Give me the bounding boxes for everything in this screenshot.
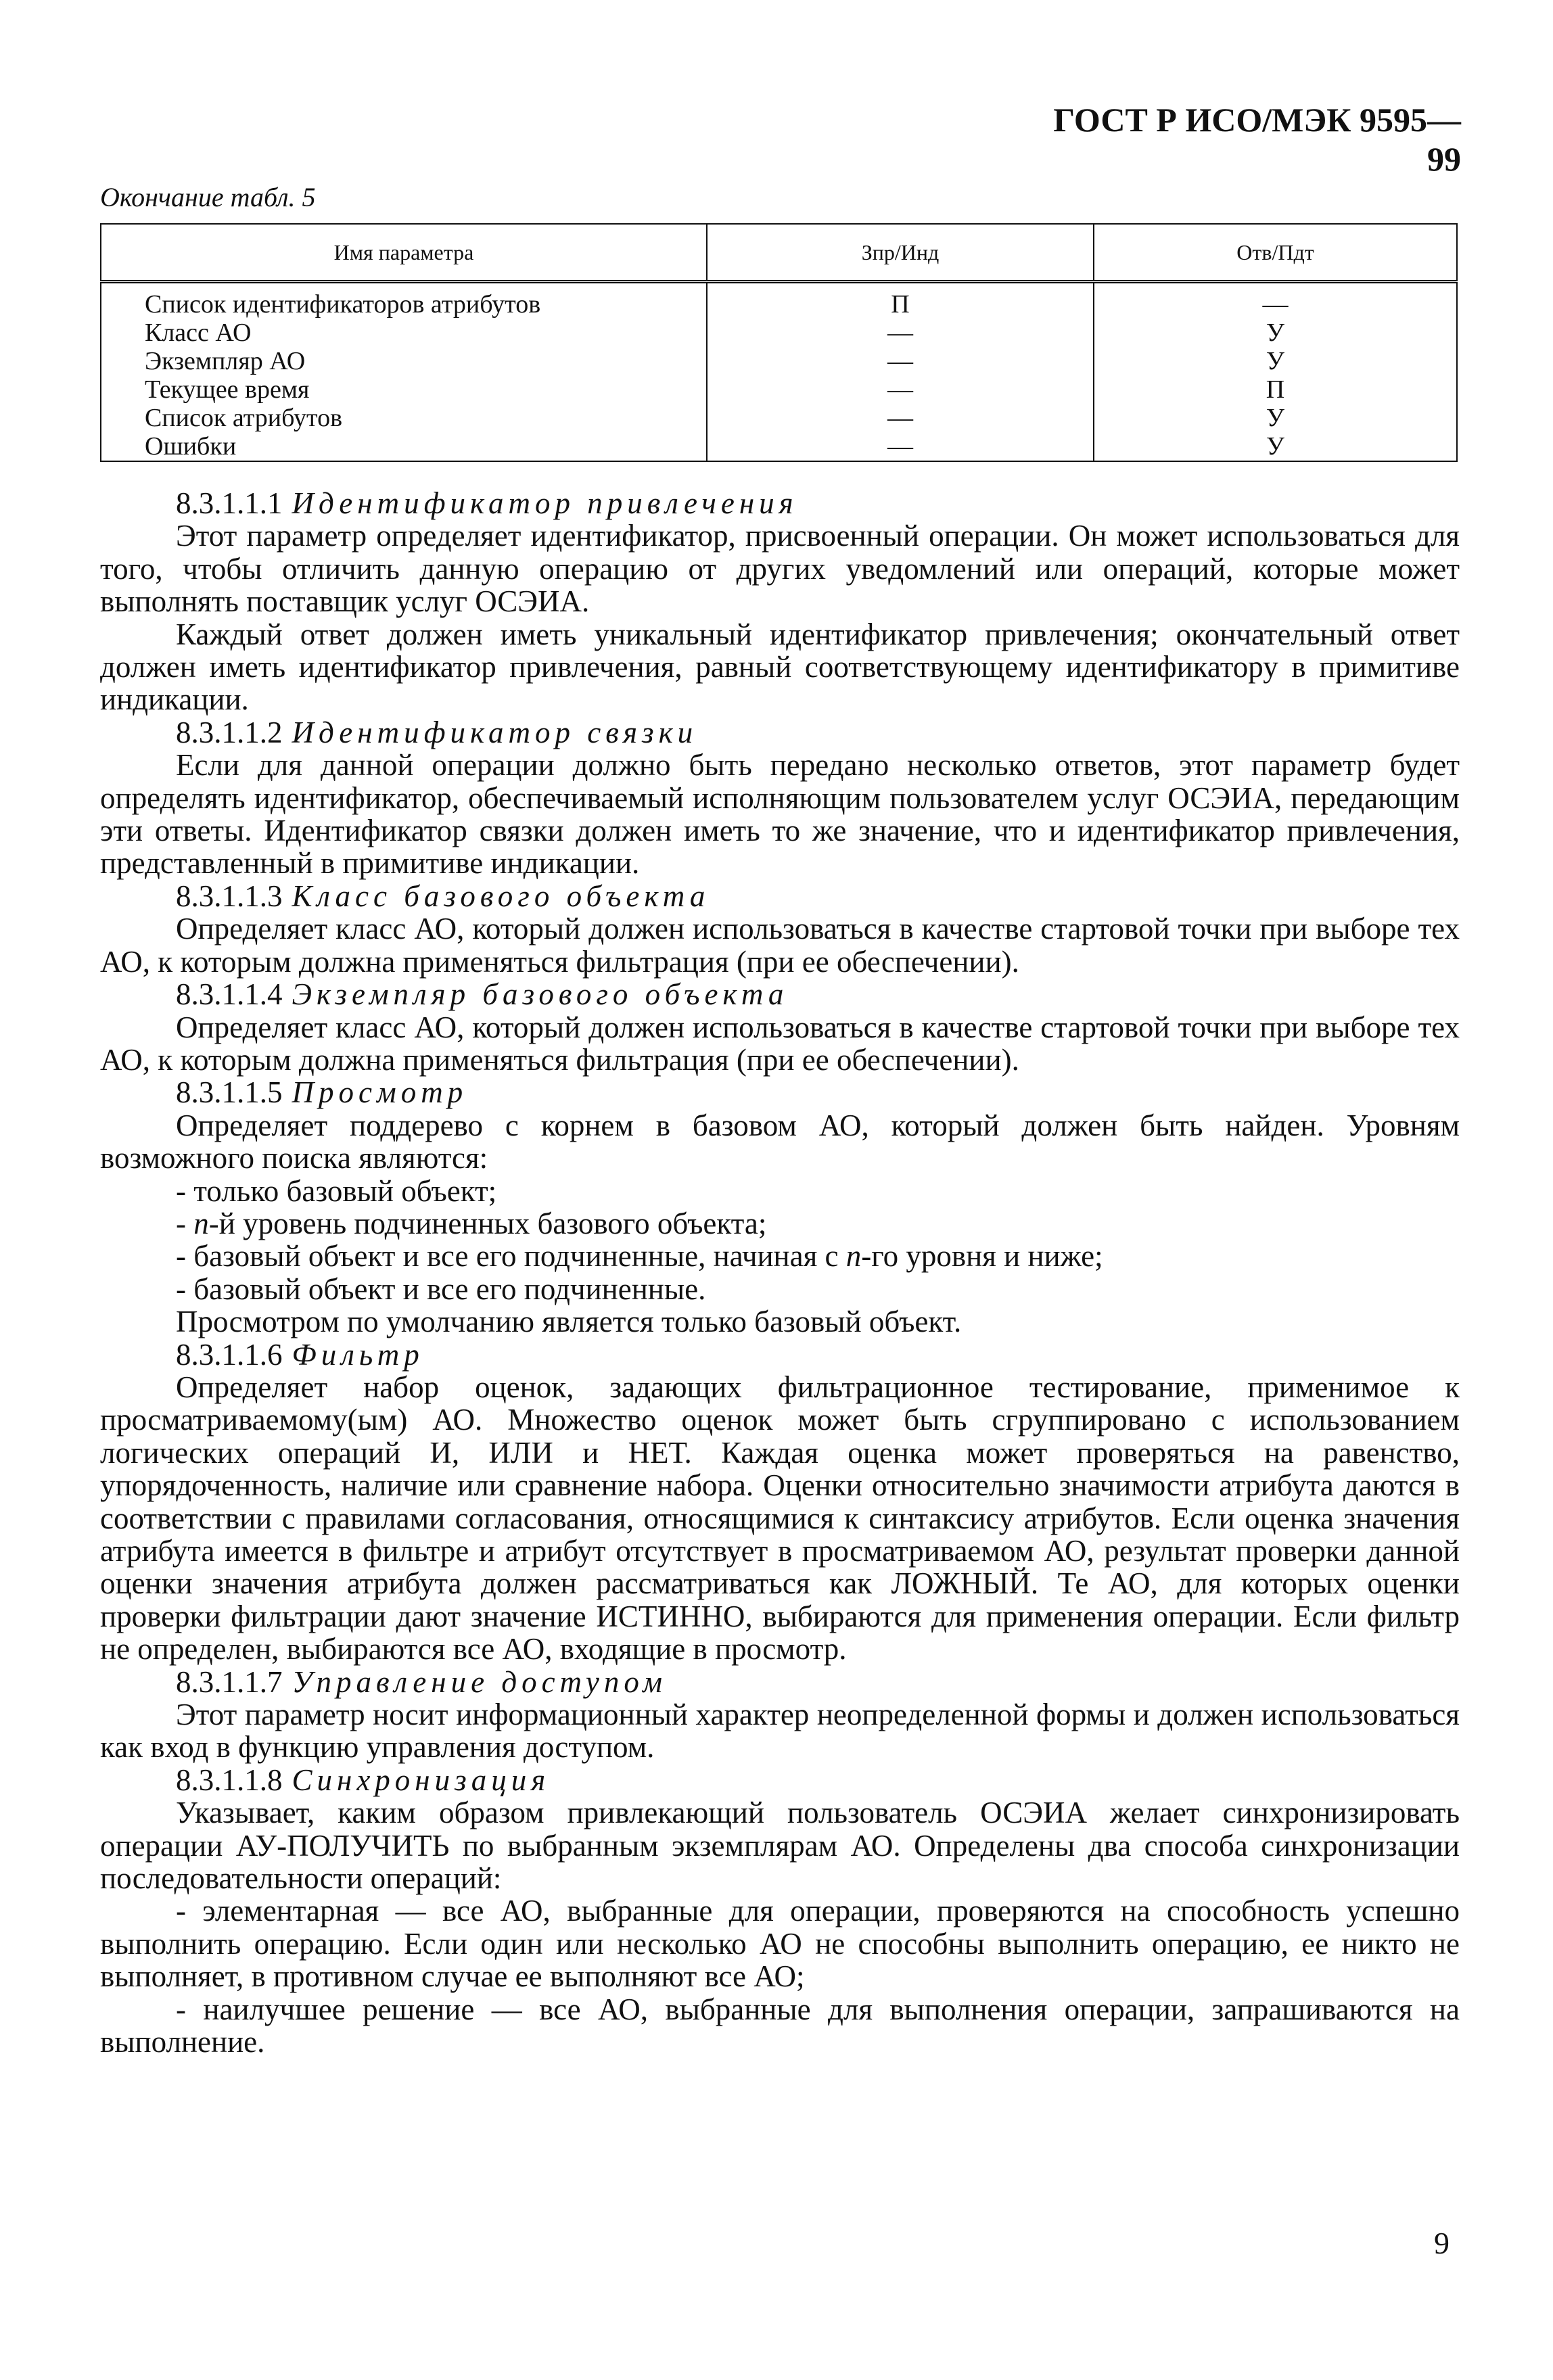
section-heading: [100, 1076, 1460, 1109]
table-cell: Список атрибутов: [101, 404, 707, 432]
document-body: [100, 487, 1460, 2059]
paragraph: Этот параметр носит информационный характер неопределенной формы и должен использоваться как вход в функцию управления доступом.: [100, 1698, 1460, 1765]
section-number: 8.3.1.1.1: [176, 486, 283, 520]
paragraph: Указывает, каким образом привлекающий пользователь ОСЭИА желает синхронизировать операции АУ-ПОЛУЧИТЬ по выбранным экземплярам АО. Определены два способа синхронизации последовательности операций:: [100, 1796, 1460, 1896]
table-cell: Текущее время: [101, 375, 707, 404]
section-heading: [100, 716, 1460, 749]
paragraph: Этот параметр определяет идентификатор, присвоенный операции. Он может использоваться для того, чтобы отличить данную операцию от других уведомлений или операций, которые может выполнять поставщик услуг ОСЭИА.: [100, 519, 1460, 619]
column-header-parameter-name: Имя параметра: [101, 224, 707, 282]
table-cell: —: [707, 375, 1094, 404]
list-item: - элементарная — все АО, выбранные для операции, проверяются на способность успешно выполнить операцию. Если один или несколько АО не способны выполнить операцию, ее никто не выполняет, в противном случае ее выполняют все АО;: [100, 1894, 1460, 1994]
table-row: [101, 347, 1457, 375]
table-cell: Список идентификаторов атрибутов: [101, 282, 707, 319]
column-header-response-confirm: Отв/Пдт: [1094, 224, 1457, 282]
table-cell: У: [1094, 432, 1457, 461]
paragraph: Просмотром по умолчанию является только базовый объект.: [176, 1305, 962, 1339]
section-number: 8.3.1.1.7: [176, 1664, 283, 1699]
table-row: [101, 432, 1457, 461]
table-row: [101, 319, 1457, 347]
section-number: 8.3.1.1.4: [176, 977, 283, 1012]
list-item: - только базовый объект;: [176, 1173, 497, 1208]
section-title: Синхронизация: [292, 1763, 551, 1797]
section-title: Идентификатор связки: [292, 715, 698, 749]
list-item: [100, 1207, 1460, 1240]
paragraph: Определяет поддерево с корнем в базовом АО, который должен быть найден. Уровням возможного поиска являются:: [100, 1108, 1460, 1175]
table-cell: У: [1094, 404, 1457, 432]
table-cell: Экземпляр АО: [101, 347, 707, 375]
table-row: [101, 375, 1457, 404]
list-item-text: -го уровня и ниже;: [861, 1239, 1103, 1274]
table-cell: —: [707, 404, 1094, 432]
table-cell: —: [707, 347, 1094, 375]
section-heading: [100, 1764, 1460, 1796]
section-number: 8.3.1.1.2: [176, 715, 283, 749]
document-header: ГОСТ Р ИСО/МЭК 9595—99: [1053, 101, 1461, 178]
section-title: Управление доступом: [292, 1664, 667, 1699]
list-item-text: -й уровень подчиненных базового объекта;: [208, 1206, 767, 1240]
section-title: Экземпляр базового объекта: [292, 977, 789, 1012]
section-heading: [100, 978, 1460, 1010]
table-cell: —: [707, 319, 1094, 347]
table-row: [101, 282, 1457, 319]
list-item: [100, 1240, 1460, 1272]
parameters-table: [100, 223, 1458, 462]
variable-n: n: [845, 1239, 862, 1274]
paragraph: Каждый ответ должен иметь уникальный идентификатор привлечения; окончательный ответ должен иметь идентификатор привлечения, равный соответствующему идентификатору в примитиве индикации.: [100, 617, 1460, 717]
section-heading: [100, 1666, 1460, 1698]
table-cell: Ошибки: [101, 432, 707, 461]
section-number: 8.3.1.1.3: [176, 879, 283, 913]
table-caption: Окончание табл. 5: [100, 182, 316, 212]
variable-n: n: [193, 1206, 209, 1240]
paragraph: Если для данной операции должно быть передано несколько ответов, этот параметр будет определять идентификатор, обеспечиваемый исполняющим пользователем услуг ОСЭИА, передающим эти ответы. Идентификатор связки должен иметь то же значение, что и идентификатор привлечения, представленный в примитиве индикации.: [100, 748, 1460, 881]
section-heading: [100, 880, 1460, 912]
section-title: Идентификатор привлечения: [292, 486, 798, 520]
table-cell: У: [1094, 347, 1457, 375]
table-cell: У: [1094, 319, 1457, 347]
column-header-request-indication: Зпр/Инд: [707, 224, 1094, 282]
section-number: 8.3.1.1.5: [176, 1075, 283, 1110]
list-item-text: -: [176, 1206, 194, 1240]
section-heading: [100, 1338, 1460, 1371]
paragraph: Определяет класс АО, который должен использоваться в качестве стартовой точки при выборе тех АО, к которым должна применяться фильтрация (при ее обеспечении).: [100, 912, 1460, 979]
section-number: 8.3.1.1.6: [176, 1337, 283, 1372]
table-header-row: [101, 224, 1457, 282]
table-cell: —: [1094, 282, 1457, 319]
list-item: - наилучшее решение — все АО, выбранные для выполнения операции, запрашиваются на выполнение.: [100, 1992, 1460, 2059]
section-title: Просмотр: [292, 1075, 468, 1110]
table-row: [101, 404, 1457, 432]
section-title: Класс базового объекта: [292, 879, 710, 913]
list-item: - базовый объект и все его подчиненные.: [176, 1271, 706, 1306]
section-heading: [100, 487, 1460, 519]
list-item-text: - базовый объект и все его подчиненные, начиная с: [176, 1239, 846, 1274]
table-cell: П: [1094, 375, 1457, 404]
page-number: 9: [1434, 2226, 1450, 2260]
table-cell: Класс АО: [101, 319, 707, 347]
table-cell: —: [707, 432, 1094, 461]
section-number: 8.3.1.1.8: [176, 1763, 283, 1797]
paragraph: Определяет класс АО, который должен использоваться в качестве стартовой точки при выборе тех АО, к которым должна применяться фильтрация (при ее обеспечении).: [100, 1010, 1460, 1077]
table-cell: П: [707, 282, 1094, 319]
paragraph: Определяет набор оценок, задающих фильтрационное тестирование, применимое к просматриваемому(ым) АО. Множество оценок может быть сгруппировано с использованием логических операций И, ИЛИ и НЕТ. Каждая оценка может проверяться на равенство, упорядоченность, наличие или сравнение набора. Оценки относительно значимости атрибута даются в соответствии с правилами согласования, относящимися к синтаксису атрибутов. Если оценка значения атрибута имеется в фильтре и атрибут отсутствует в просматриваемом АО, результат проверки данной оценки значения атрибута должен рассматриваться как ЛОЖНЫЙ. Те АО, для которых оценки проверки фильтрации дают значение ИСТИННО, выбираются для применения операции. Если фильтр не определен, выбираются все АО, входящие в просмотр.: [100, 1370, 1460, 1666]
section-title: Фильтр: [292, 1337, 424, 1372]
